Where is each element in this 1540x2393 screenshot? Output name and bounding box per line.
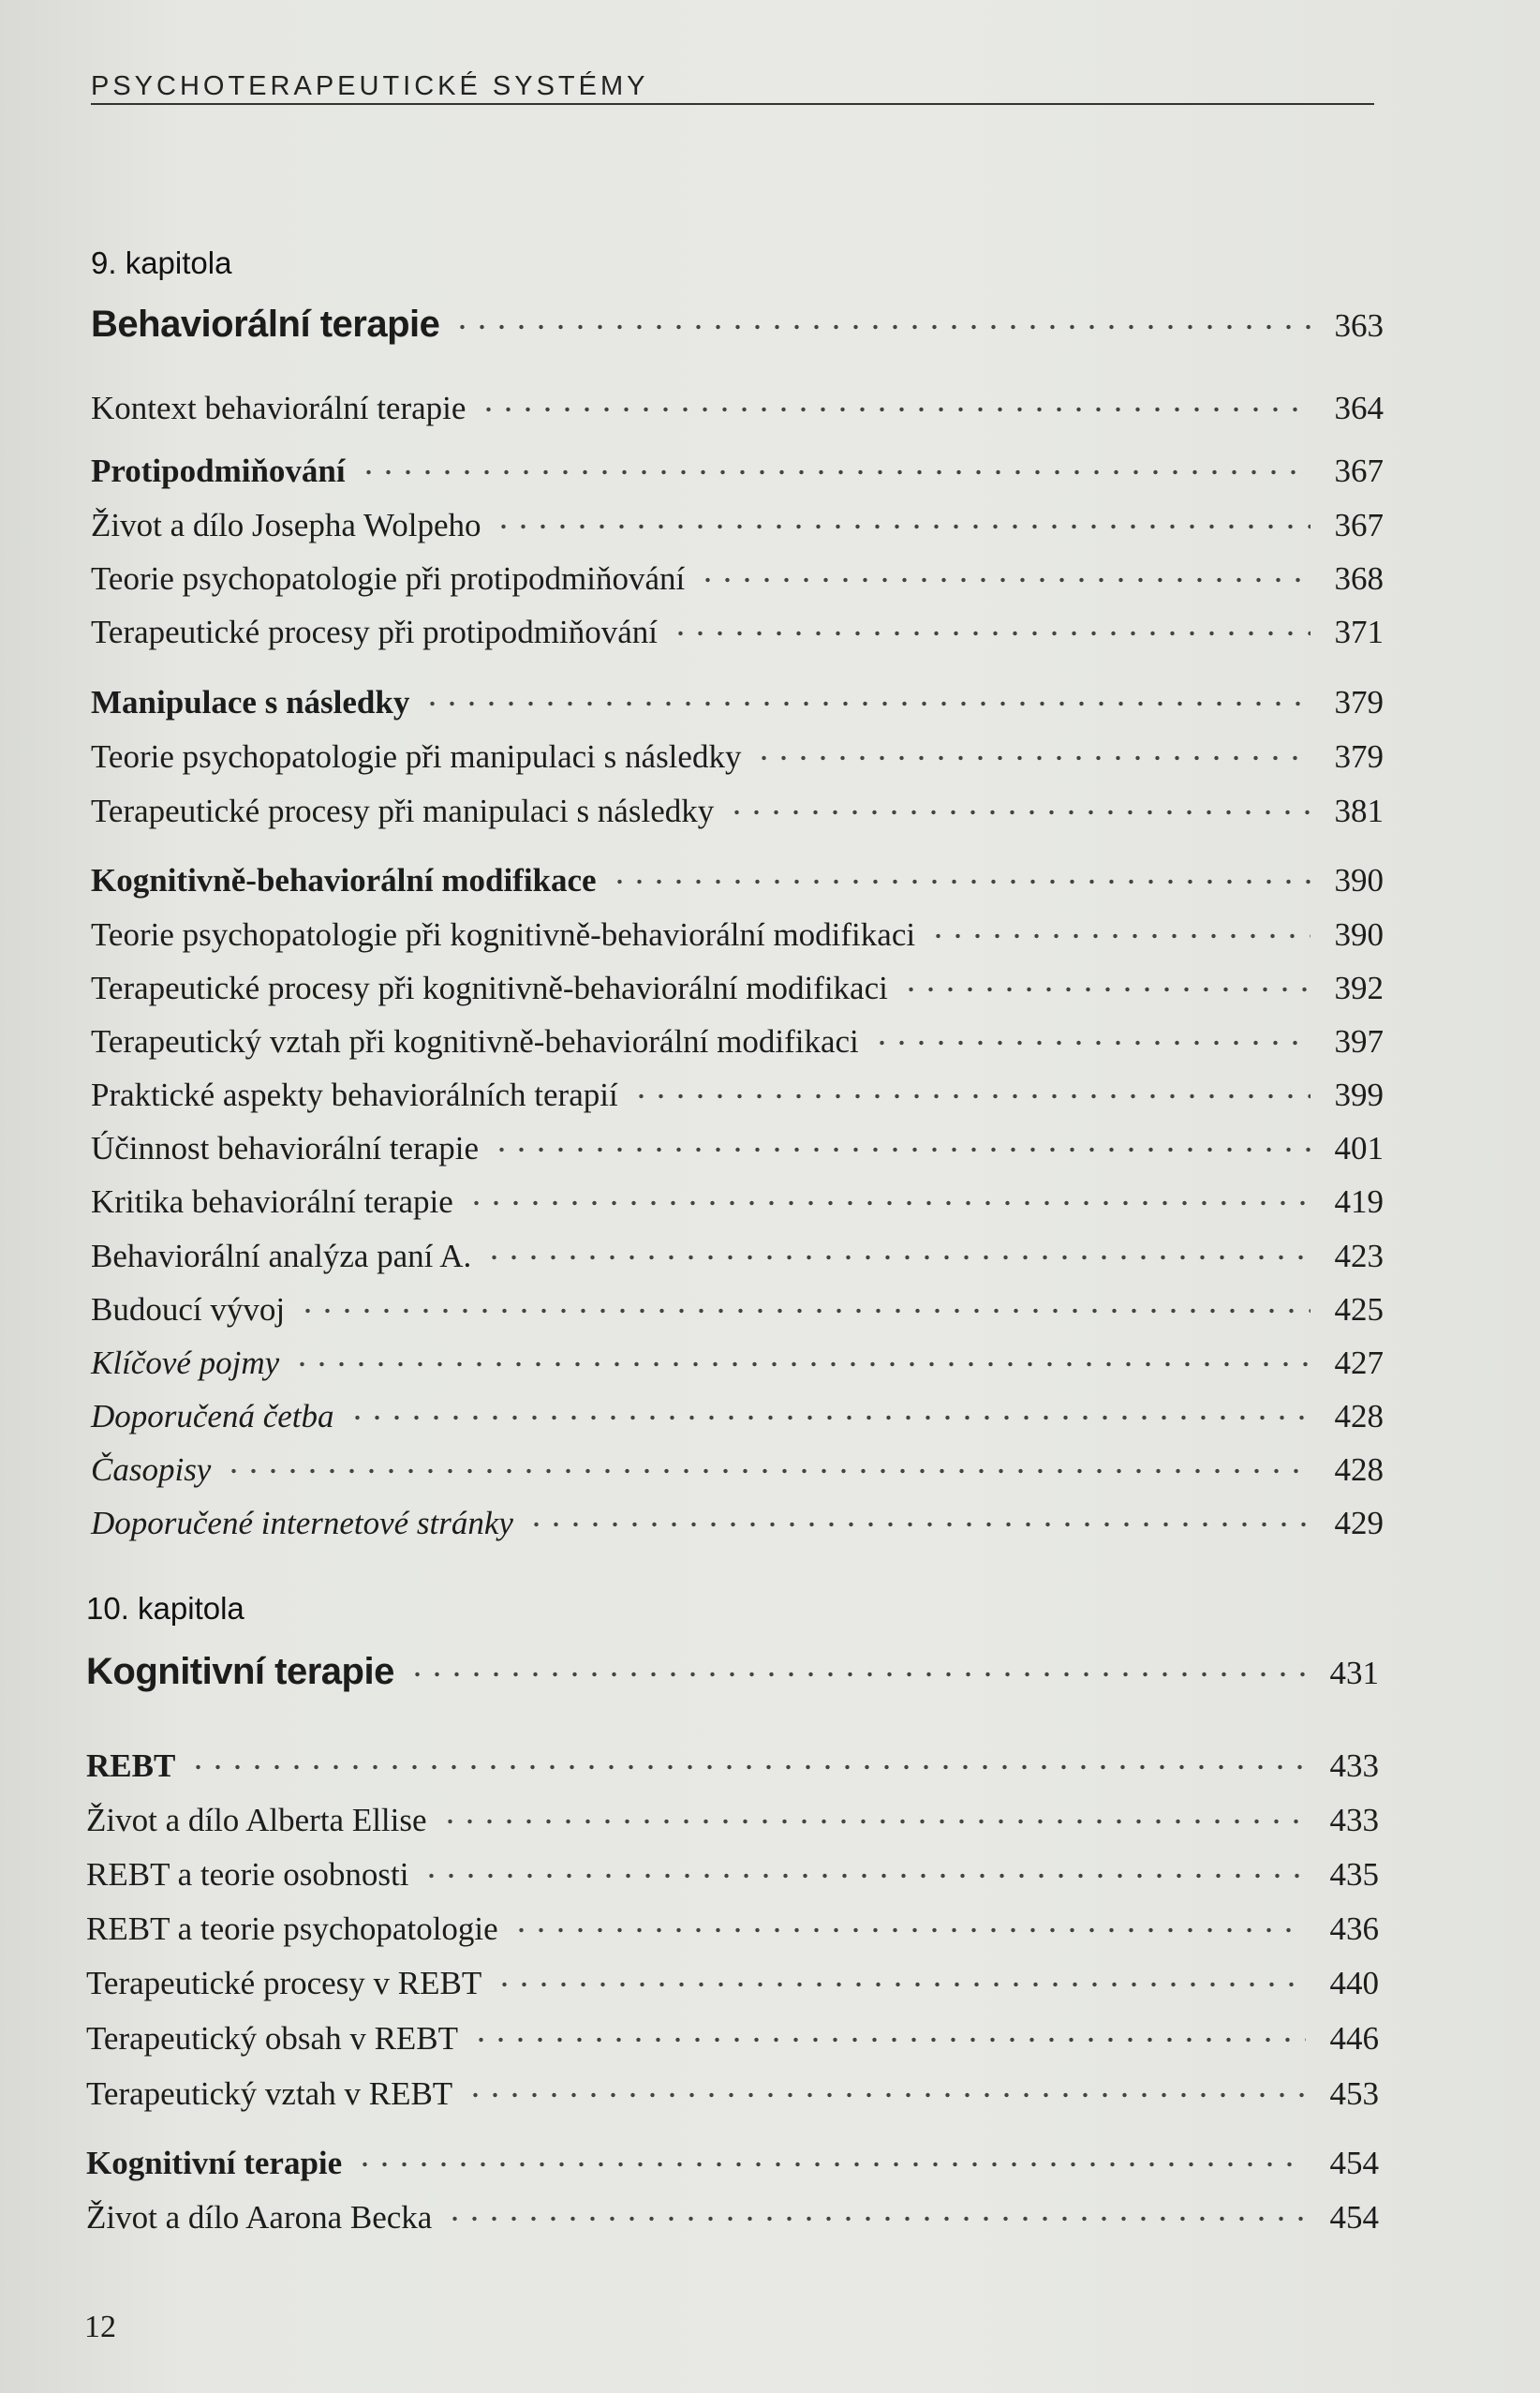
page-ref: 419 bbox=[1334, 1182, 1384, 1220]
toc-entry-title: Kontext behaviorální terapie bbox=[91, 389, 466, 426]
toc-entry-title: REBT a teorie osobnosti bbox=[86, 1855, 409, 1893]
toc-entry-title: Časopisy bbox=[91, 1450, 212, 1488]
toc-entry[interactable] bbox=[91, 676, 1384, 721]
page-number: 12 bbox=[84, 2310, 116, 2344]
leader-dots bbox=[422, 1849, 1306, 1885]
toc-entry[interactable] bbox=[91, 1122, 1384, 1167]
page-ref: 446 bbox=[1329, 2019, 1379, 2057]
toc-entry-title: Teorie psychopatologie při manipulaci s následky bbox=[91, 737, 742, 775]
toc-entry-title: Klíčové pojmy bbox=[91, 1344, 280, 1381]
leader-dots bbox=[610, 855, 1310, 891]
leader-dots bbox=[452, 300, 1310, 336]
page-ref: 453 bbox=[1329, 2074, 1379, 2112]
toc-entry-title: Terapeutický vztah v REBT bbox=[86, 2074, 453, 2112]
chapter-label: 10. kapitola bbox=[86, 1591, 244, 1626]
toc-entry-title: Manipulace s následky bbox=[91, 683, 410, 721]
toc-entry[interactable] bbox=[86, 1957, 1379, 2002]
leader-dots bbox=[698, 553, 1310, 589]
toc-entry-title: Život a dílo Aarona Becka bbox=[86, 2198, 433, 2236]
leader-dots bbox=[901, 962, 1310, 999]
page-ref: 399 bbox=[1334, 1076, 1384, 1113]
page-ref: 433 bbox=[1329, 1801, 1379, 1838]
leader-dots bbox=[355, 2137, 1306, 2174]
toc-entry-title: Protipodmiňování bbox=[91, 452, 346, 489]
leader-dots bbox=[407, 1647, 1306, 1684]
toc-entry-title: Kritika behaviorální terapie bbox=[91, 1182, 453, 1220]
toc-entry[interactable] bbox=[86, 1794, 1379, 1839]
toc-entry[interactable] bbox=[91, 499, 1384, 544]
leader-dots bbox=[471, 2013, 1306, 2049]
leader-dots bbox=[348, 1390, 1310, 1427]
toc-entry-title: Kognitivní terapie bbox=[86, 2144, 343, 2181]
page-ref: 390 bbox=[1334, 861, 1384, 899]
toc-entry[interactable] bbox=[91, 1337, 1384, 1382]
page-ref: 428 bbox=[1334, 1450, 1384, 1488]
chapter-title-entry[interactable] bbox=[91, 300, 1384, 346]
leader-dots bbox=[359, 445, 1310, 482]
toc-entry-title: Život a dílo Alberta Ellise bbox=[86, 1801, 427, 1838]
leader-dots bbox=[484, 1230, 1310, 1267]
running-head: PSYCHOTERAPEUTICKÉ SYSTÉMY bbox=[91, 71, 649, 101]
chapter-title: Kognitivní terapie bbox=[86, 1650, 394, 1692]
page-ref: 429 bbox=[1334, 1504, 1384, 1541]
page-ref: 425 bbox=[1334, 1290, 1384, 1328]
toc-entry-title: Doporučené internetové stránky bbox=[91, 1504, 513, 1541]
toc-entry[interactable] bbox=[91, 731, 1384, 776]
toc-entry[interactable] bbox=[91, 785, 1384, 830]
toc-entry-title: Účinnost behaviorální terapie bbox=[91, 1129, 480, 1167]
toc-entry[interactable] bbox=[86, 2192, 1379, 2237]
toc-entry-title: Teorie psychopatologie při kognitivně-behaviorální modifikaci bbox=[91, 915, 916, 953]
page-ref: 440 bbox=[1329, 1964, 1379, 2001]
toc-entry-title: Teorie psychopatologie při protipodmiňování bbox=[91, 559, 686, 597]
toc-entry[interactable] bbox=[91, 382, 1384, 427]
chapter-title-entry[interactable] bbox=[86, 1647, 1379, 1693]
page-ref: 392 bbox=[1334, 969, 1384, 1006]
page-ref: 427 bbox=[1334, 1344, 1384, 1381]
leader-dots bbox=[526, 1497, 1310, 1534]
leader-dots bbox=[292, 1337, 1310, 1374]
page-ref: 364 bbox=[1334, 389, 1384, 426]
page-ref: 431 bbox=[1329, 1654, 1379, 1691]
chapter-title: Behaviorální terapie bbox=[91, 303, 440, 345]
toc-entry[interactable] bbox=[91, 1016, 1384, 1061]
leader-dots bbox=[631, 1069, 1310, 1106]
toc-entry-title: Kognitivně-behaviorální modifikace bbox=[91, 861, 597, 899]
leader-dots bbox=[298, 1284, 1310, 1320]
toc-entry[interactable] bbox=[91, 1444, 1384, 1489]
toc-entry-title: Budoucí vývoj bbox=[91, 1290, 286, 1328]
page-ref: 428 bbox=[1334, 1397, 1384, 1434]
leader-dots bbox=[754, 731, 1310, 767]
toc-entry-title: Život a dílo Josepha Wolpeho bbox=[91, 506, 481, 543]
toc-entry-title: Terapeutické procesy při manipulaci s následky bbox=[91, 792, 715, 829]
toc-entry[interactable] bbox=[91, 1390, 1384, 1435]
leader-dots bbox=[511, 1903, 1306, 1940]
leader-dots bbox=[928, 909, 1310, 945]
toc-entry-title: Terapeutické procesy v REBT bbox=[86, 1964, 482, 2001]
toc-entry[interactable] bbox=[91, 1069, 1384, 1114]
leader-dots bbox=[188, 1740, 1306, 1776]
page-ref: 436 bbox=[1329, 1910, 1379, 1947]
page-ref: 368 bbox=[1334, 559, 1384, 597]
toc-entry[interactable] bbox=[91, 553, 1384, 598]
page-ref: 381 bbox=[1334, 792, 1384, 829]
page-ref: 433 bbox=[1329, 1746, 1379, 1784]
toc-entry[interactable] bbox=[86, 1740, 1379, 1785]
toc-entry[interactable] bbox=[91, 1230, 1384, 1275]
toc-entry-title: REBT bbox=[86, 1746, 176, 1784]
leader-dots bbox=[495, 1957, 1306, 1994]
page-ref: 367 bbox=[1334, 452, 1384, 489]
page-ref: 379 bbox=[1334, 683, 1384, 721]
page-ref: 401 bbox=[1334, 1129, 1384, 1167]
chapter-label: 9. kapitola bbox=[91, 245, 232, 280]
page-ref: 454 bbox=[1329, 2144, 1379, 2181]
toc-entry-title: Terapeutický obsah v REBT bbox=[86, 2019, 459, 2057]
leader-dots bbox=[671, 606, 1310, 643]
toc-entry[interactable] bbox=[91, 855, 1384, 899]
toc-entry[interactable] bbox=[91, 1176, 1384, 1221]
toc-entry[interactable] bbox=[86, 2137, 1379, 2182]
toc-entry-title: Behaviorální analýza paní A. bbox=[91, 1237, 472, 1274]
leader-dots bbox=[422, 676, 1310, 713]
page-ref: 435 bbox=[1329, 1855, 1379, 1893]
leader-dots bbox=[466, 2068, 1306, 2104]
toc-entry-title: Terapeutické procesy při kognitivně-behaviorální modifikaci bbox=[91, 969, 888, 1006]
toc-entry-title: Doporučená četba bbox=[91, 1397, 334, 1434]
toc-entry[interactable] bbox=[86, 2068, 1379, 2113]
header-rule bbox=[91, 103, 1374, 105]
leader-dots bbox=[492, 1122, 1310, 1159]
toc-entry[interactable] bbox=[91, 606, 1384, 651]
leader-dots bbox=[494, 499, 1310, 536]
page-ref: 371 bbox=[1334, 613, 1384, 650]
toc-entry[interactable] bbox=[91, 1497, 1384, 1542]
toc-entry[interactable] bbox=[91, 909, 1384, 954]
leader-dots bbox=[727, 785, 1310, 822]
leader-dots bbox=[440, 1794, 1306, 1831]
page-ref: 390 bbox=[1334, 915, 1384, 953]
toc-entry-title: Terapeutický vztah při kognitivně-behaviorální modifikaci bbox=[91, 1022, 859, 1060]
leader-dots bbox=[872, 1016, 1310, 1052]
toc-entry-title: Praktické aspekty behaviorálních terapií bbox=[91, 1076, 618, 1113]
page-ref: 423 bbox=[1334, 1237, 1384, 1274]
toc-entry[interactable] bbox=[86, 1849, 1379, 1894]
leader-dots bbox=[479, 382, 1310, 419]
page-ref: 379 bbox=[1334, 737, 1384, 775]
leader-dots bbox=[445, 2192, 1306, 2228]
toc-entry[interactable] bbox=[86, 1903, 1379, 1948]
toc-entry[interactable] bbox=[91, 1284, 1384, 1329]
leader-dots bbox=[224, 1444, 1310, 1480]
toc-entry[interactable] bbox=[86, 2013, 1379, 2058]
page-ref: 367 bbox=[1334, 506, 1384, 543]
toc-entry[interactable] bbox=[91, 962, 1384, 1007]
toc-entry[interactable] bbox=[91, 445, 1384, 490]
page-ref: 397 bbox=[1334, 1022, 1384, 1060]
toc-entry-title: REBT a teorie psychopatologie bbox=[86, 1910, 498, 1947]
leader-dots bbox=[466, 1176, 1310, 1212]
page-ref: 363 bbox=[1334, 306, 1384, 344]
toc-entry-title: Terapeutické procesy při protipodmiňování bbox=[91, 613, 658, 650]
page-ref: 454 bbox=[1329, 2198, 1379, 2236]
